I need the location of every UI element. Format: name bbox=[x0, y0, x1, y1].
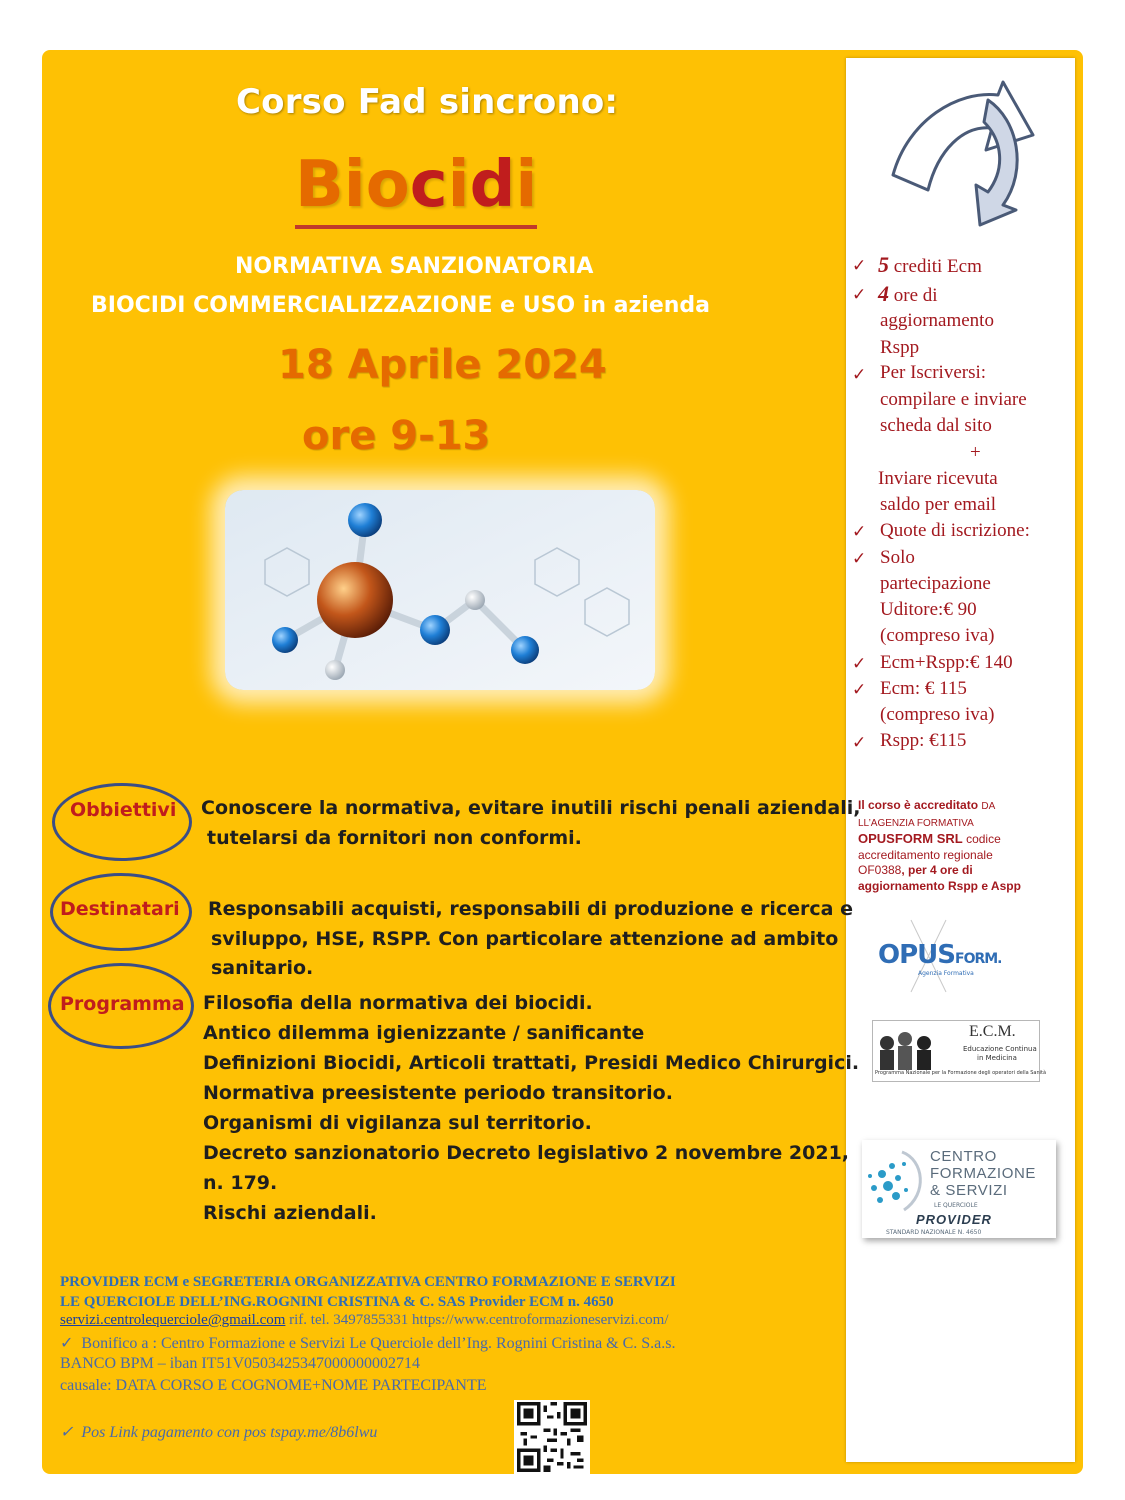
enroll-item: compilare e inviare bbox=[880, 389, 1027, 410]
program-item: Antico dilemma igienizzante / sanificante bbox=[203, 1022, 645, 1044]
footer-contacts: servizi.centrolequerciole@gmail.com rif. tel. 3497855331 https://www.centroformazioneservizi.com/ bbox=[60, 1312, 669, 1328]
check-icon: ✓ bbox=[852, 365, 867, 385]
curved-arrow-icon bbox=[888, 80, 1038, 230]
footer-iban: BANCO BPM – iban IT51V0503425347000000002714 bbox=[60, 1355, 421, 1372]
enroll-item: scheda dal sito bbox=[880, 415, 992, 436]
hours-item-cont: Rspp bbox=[880, 337, 920, 358]
objectives-text: tutelarsi da fornitori non conformi. bbox=[207, 827, 582, 849]
recipients-text: Responsabili acquisti, responsabili di produzione e ricerca e bbox=[208, 898, 853, 920]
opusform-logo: OPUSFORM. Agenzia Formativa bbox=[876, 918, 1016, 994]
objectives-oval bbox=[52, 783, 192, 861]
credits-item: 5 crediti Ecm bbox=[878, 252, 982, 277]
program-item: Rischi aziendali. bbox=[203, 1202, 377, 1224]
molecule-image bbox=[225, 490, 655, 690]
course-letter: i bbox=[448, 147, 470, 229]
fee-ecm-rspp: Ecm+Rspp:€ 140 bbox=[880, 652, 1013, 673]
check-icon: ✓ bbox=[852, 256, 867, 276]
footer-bank-transfer: ✓ Bonifico a : Centro Formazione e Servizi Le Querciole dell’Ing. Rognini Cristina & C. S.a.s. bbox=[60, 1335, 676, 1352]
course-name bbox=[295, 147, 537, 229]
course-letter: c bbox=[410, 147, 448, 229]
check-icon: ✓ bbox=[60, 1335, 74, 1352]
footer-provider: PROVIDER ECM e SEGRETERIA ORGANIZZATIVA CENTRO FORMAZIONE E SERVIZI bbox=[60, 1274, 676, 1290]
course-type-title: Corso Fad sincrono: bbox=[236, 82, 619, 122]
course-time: ore 9-13 bbox=[302, 413, 491, 459]
objectives-label: Obbiettivi bbox=[70, 799, 177, 821]
subtitle-commercialization: BIOCIDI COMMERCIALIZZAZIONE e USO in azienda bbox=[91, 293, 711, 318]
recipients-text: sanitario. bbox=[211, 957, 314, 979]
enroll-item: saldo per email bbox=[880, 494, 997, 515]
check-icon: ✓ bbox=[852, 522, 867, 542]
program-item: Decreto sanzionatorio Decreto legislativo 2 novembre 2021, bbox=[203, 1142, 850, 1164]
cfs-provider-logo: CENTRO FORMAZIONE & SERVIZI LE QUERCIOLE PROVIDER STANDARD NAZIONALE N. 4650 bbox=[862, 1140, 1056, 1238]
course-letter: d bbox=[470, 147, 516, 229]
check-icon: ✓ bbox=[852, 285, 867, 305]
course-date: 18 Aprile 2024 bbox=[278, 342, 607, 388]
accreditation-text: Il corso è accreditato DA LL’AGENZIA FORMATIVA OPUSFORM SRL codice accreditamento regionale OF0388, per 4 ore di aggiornamento Rspp e Aspp bbox=[858, 798, 1021, 893]
fee-auditor: Uditore:€ 90 bbox=[880, 599, 977, 620]
enroll-item: Per Iscriversi: bbox=[880, 362, 987, 383]
course-letter: i bbox=[515, 147, 537, 229]
program-item: Definizioni Biocidi, Articoli trattati, Presidi Medico Chirurgici. bbox=[203, 1052, 860, 1074]
fee-auditor: (compreso iva) bbox=[880, 625, 995, 646]
email-link[interactable]: servizi.centrolequerciole@gmail.com bbox=[60, 1312, 286, 1328]
program-item: Organismi di vigilanza sul territorio. bbox=[203, 1112, 592, 1134]
course-letter: B bbox=[295, 147, 344, 229]
check-icon: ✓ bbox=[60, 1424, 74, 1441]
footer-causale: causale: DATA CORSO E COGNOME+NOME PARTECIPANTE bbox=[60, 1377, 487, 1394]
hours-item-cont: aggiornamento bbox=[880, 310, 994, 331]
program-label: Programma bbox=[60, 993, 185, 1015]
subtitle-regulation: NORMATIVA SANZIONATORIA bbox=[235, 254, 594, 279]
check-icon: ✓ bbox=[852, 680, 867, 700]
course-letter: o bbox=[366, 147, 410, 229]
recipients-text: sviluppo, HSE, RSPP. Con particolare attenzione ad ambito bbox=[211, 928, 839, 950]
hours-item: 4 ore di bbox=[878, 281, 938, 306]
plus-sign: + bbox=[970, 442, 981, 463]
fee-rspp: Rspp: €115 bbox=[880, 730, 967, 751]
objectives-text: Conoscere la normativa, evitare inutili rischi penali aziendali, bbox=[201, 797, 861, 819]
program-item: Filosofia della normativa dei biocidi. bbox=[203, 992, 593, 1014]
check-icon: ✓ bbox=[852, 654, 867, 674]
qr-code-icon[interactable] bbox=[514, 1400, 590, 1474]
footer-pos-link: ✓ Pos Link pagamento con pos tspay.me/8b6lwu bbox=[60, 1424, 378, 1441]
fees-title: Quote di iscrizione: bbox=[880, 520, 1030, 541]
enroll-item: Inviare ricevuta bbox=[878, 468, 998, 489]
recipients-label: Destinatari bbox=[60, 898, 180, 920]
program-item: n. 179. bbox=[203, 1172, 278, 1194]
footer-provider: LE QUERCIOLE DELL’ING.ROGNINI CRISTINA & C. SAS Provider ECM n. 4650 bbox=[60, 1294, 614, 1310]
check-icon: ✓ bbox=[852, 733, 867, 753]
ecm-logo: E.C.M. Educazione Continua in Medicina Programma Nazionale per la Formazione degli operatori della Sanità bbox=[872, 1020, 1040, 1082]
fee-ecm: Ecm: € 115 bbox=[880, 678, 967, 699]
check-icon: ✓ bbox=[852, 549, 867, 569]
fee-ecm: (compreso iva) bbox=[880, 704, 995, 725]
fee-auditor: partecipazione bbox=[880, 573, 991, 594]
fee-auditor: Solo bbox=[880, 547, 915, 568]
program-item: Normativa preesistente periodo transitorio. bbox=[203, 1082, 673, 1104]
course-letter: i bbox=[344, 147, 366, 229]
